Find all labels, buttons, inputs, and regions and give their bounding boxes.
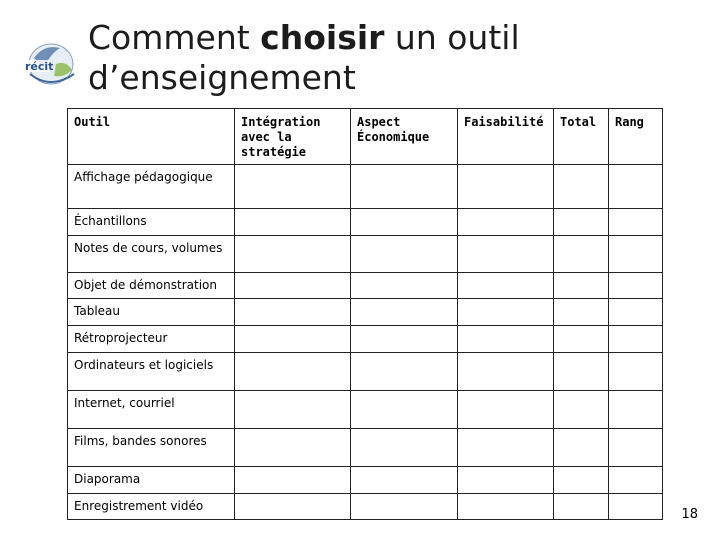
score-cell bbox=[609, 467, 663, 494]
score-cell bbox=[235, 353, 351, 391]
score-cell bbox=[235, 467, 351, 494]
score-cell bbox=[609, 326, 663, 353]
score-cell bbox=[351, 494, 458, 520]
tool-name-cell: Films, bandes sonores bbox=[68, 429, 235, 467]
logo-text: récit bbox=[25, 60, 54, 73]
evaluation-table bbox=[67, 108, 663, 520]
tool-name-cell: Ordinateurs et logiciels bbox=[68, 353, 235, 391]
page-number: 18 bbox=[681, 507, 698, 522]
score-cell bbox=[554, 209, 609, 236]
score-cell bbox=[351, 326, 458, 353]
header-outil: Outil bbox=[68, 109, 235, 165]
tool-name-cell: Affichage pédagogique bbox=[68, 165, 235, 209]
score-cell bbox=[609, 429, 663, 467]
score-cell bbox=[554, 236, 609, 273]
header-total: Total bbox=[554, 109, 609, 165]
score-cell bbox=[458, 273, 554, 299]
score-cell bbox=[554, 494, 609, 520]
title-before: Comment bbox=[88, 18, 261, 57]
score-cell bbox=[235, 299, 351, 326]
score-cell bbox=[235, 273, 351, 299]
tool-name-cell: Diaporama bbox=[68, 467, 235, 494]
score-cell bbox=[351, 299, 458, 326]
score-cell bbox=[351, 209, 458, 236]
score-cell bbox=[554, 326, 609, 353]
score-cell bbox=[609, 391, 663, 429]
score-cell bbox=[458, 209, 554, 236]
tool-name-cell: Rétroprojecteur bbox=[68, 326, 235, 353]
globe-logo-icon bbox=[20, 34, 82, 96]
table-row bbox=[68, 494, 663, 520]
score-cell bbox=[351, 236, 458, 273]
score-cell bbox=[235, 429, 351, 467]
table-row bbox=[68, 391, 663, 429]
tool-name-cell: Objet de démonstration bbox=[68, 273, 235, 299]
title-after: un outil d’enseignement bbox=[88, 18, 520, 97]
table-row bbox=[68, 299, 663, 326]
table-row bbox=[68, 209, 663, 236]
score-cell bbox=[235, 326, 351, 353]
score-cell bbox=[351, 165, 458, 209]
table-row bbox=[68, 273, 663, 299]
score-cell bbox=[235, 391, 351, 429]
tool-name-cell: Internet, courriel bbox=[68, 391, 235, 429]
score-cell bbox=[458, 494, 554, 520]
header-integration: Intégration avec la stratégie bbox=[235, 109, 351, 165]
score-cell bbox=[458, 236, 554, 273]
score-cell bbox=[554, 391, 609, 429]
header-rang: Rang bbox=[609, 109, 663, 165]
score-cell bbox=[235, 236, 351, 273]
score-cell bbox=[609, 494, 663, 520]
score-cell bbox=[554, 353, 609, 391]
page-title bbox=[88, 18, 720, 98]
score-cell bbox=[351, 467, 458, 494]
table-row bbox=[68, 467, 663, 494]
score-cell bbox=[554, 467, 609, 494]
score-cell bbox=[351, 353, 458, 391]
score-cell bbox=[609, 273, 663, 299]
tool-name-cell: Enregistrement vidéo bbox=[68, 494, 235, 520]
score-cell bbox=[554, 429, 609, 467]
tool-name-cell: Notes de cours, volumes bbox=[68, 236, 235, 273]
tool-name-cell: Échantillons bbox=[68, 209, 235, 236]
score-cell bbox=[458, 429, 554, 467]
title-bold: choisir bbox=[260, 18, 385, 57]
table-row bbox=[68, 236, 663, 273]
score-cell bbox=[235, 494, 351, 520]
score-cell bbox=[609, 209, 663, 236]
table-row bbox=[68, 326, 663, 353]
score-cell bbox=[609, 299, 663, 326]
table-row bbox=[68, 165, 663, 209]
score-cell bbox=[235, 209, 351, 236]
score-cell bbox=[235, 165, 351, 209]
score-cell bbox=[458, 467, 554, 494]
table-row bbox=[68, 353, 663, 391]
score-cell bbox=[609, 165, 663, 209]
score-cell bbox=[351, 429, 458, 467]
score-cell bbox=[554, 273, 609, 299]
score-cell bbox=[554, 165, 609, 209]
score-cell bbox=[458, 391, 554, 429]
table-row bbox=[68, 429, 663, 467]
score-cell bbox=[458, 353, 554, 391]
score-cell bbox=[609, 236, 663, 273]
score-cell bbox=[554, 299, 609, 326]
score-cell bbox=[458, 165, 554, 209]
score-cell bbox=[458, 326, 554, 353]
header-row bbox=[68, 109, 663, 165]
score-cell bbox=[458, 299, 554, 326]
score-cell bbox=[351, 273, 458, 299]
score-cell bbox=[351, 391, 458, 429]
header-aspect: Aspect Économique bbox=[351, 109, 458, 165]
tool-name-cell: Tableau bbox=[68, 299, 235, 326]
header-faisabilite: Faisabilité bbox=[458, 109, 554, 165]
score-cell bbox=[609, 353, 663, 391]
